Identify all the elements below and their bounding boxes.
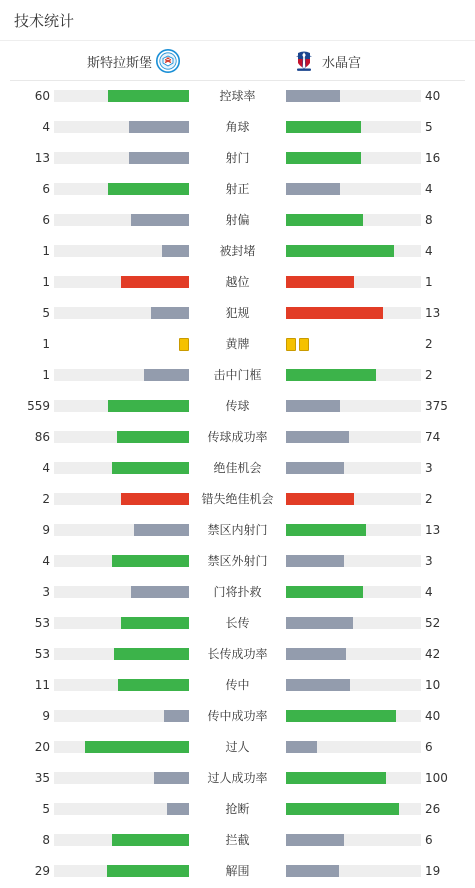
home-stat-bar (54, 524, 189, 536)
stat-label: 射偏 (225, 213, 250, 227)
stat-label: 传中 (225, 678, 250, 692)
home-stat-value: 4 (42, 120, 50, 134)
home-stat-bar (54, 555, 189, 567)
away-stat-bar (286, 493, 421, 505)
home-stat-bar-fill (85, 741, 189, 753)
home-team-name: 斯特拉斯堡 (86, 55, 152, 71)
away-stat-value: 40 (425, 709, 441, 723)
home-stat-bar-fill (131, 214, 189, 226)
header (0, 0, 475, 41)
home-stat-bar (54, 679, 189, 691)
away-stat-value: 26 (425, 802, 441, 816)
away-stat-bar (286, 865, 421, 877)
away-stat-bar (286, 307, 421, 319)
away-stat-value: 4 (425, 585, 433, 599)
home-stat-bar-fill (131, 586, 189, 598)
home-stat-value: 8 (42, 833, 50, 847)
crystal-palace-crest-icon (292, 49, 316, 73)
away-stat-value: 3 (425, 554, 433, 568)
stat-label: 控球率 (219, 89, 256, 103)
away-stat-bar-fill (286, 710, 396, 722)
home-stat-value: 5 (42, 306, 50, 320)
stat-row (0, 81, 475, 112)
away-stat-value: 2 (425, 368, 433, 382)
stat-row (0, 825, 475, 856)
home-stat-bar (54, 834, 189, 846)
home-stat-value: 2 (42, 492, 50, 506)
away-stat-value: 42 (425, 647, 441, 661)
away-stat-value: 40 (425, 89, 441, 103)
away-stat-bar (286, 245, 421, 257)
home-stat-bar (54, 710, 189, 722)
away-stat-value: 4 (425, 244, 433, 258)
away-stat-bar-fill (286, 462, 344, 474)
away-stat-bar (286, 741, 421, 753)
page-title: 技术统计 (14, 11, 75, 30)
stat-label: 角球 (225, 120, 250, 134)
stat-row (0, 329, 475, 360)
away-yellow-cards (286, 338, 309, 351)
away-stat-bar-fill (286, 121, 361, 133)
stat-label: 越位 (225, 275, 250, 289)
stat-label: 禁区外射门 (207, 554, 268, 568)
away-stat-bar (286, 462, 421, 474)
stat-label: 传球成功率 (207, 430, 268, 444)
away-stat-value: 2 (425, 492, 433, 506)
home-stat-bar (54, 462, 189, 474)
away-stat-value: 1 (425, 275, 433, 289)
home-stat-bar-fill (117, 431, 189, 443)
home-stat-value: 1 (42, 368, 50, 382)
away-stat-bar (286, 834, 421, 846)
home-stat-bar (54, 90, 189, 102)
away-stat-bar (286, 679, 421, 691)
home-stat-bar (54, 152, 189, 164)
stat-label: 传中成功率 (207, 709, 268, 723)
away-stat-bar-fill (286, 400, 340, 412)
home-stat-bar-fill (108, 90, 189, 102)
away-stat-bar-fill (286, 555, 344, 567)
home-stat-value: 13 (34, 151, 50, 165)
away-stat-value: 13 (425, 306, 441, 320)
home-stat-bar-fill (114, 648, 189, 660)
home-stat-bar (54, 183, 189, 195)
home-stat-bar-fill (121, 617, 189, 629)
teams-row (10, 41, 465, 81)
away-stat-bar-fill (286, 307, 383, 319)
yellow-card-icon (299, 338, 309, 351)
away-stat-bar-fill (286, 214, 363, 226)
away-stat-bar-fill (286, 741, 317, 753)
home-stat-bar-fill (129, 121, 189, 133)
home-stat-bar (54, 276, 189, 288)
home-stat-bar-fill (162, 245, 189, 257)
home-stat-value: 1 (42, 244, 50, 258)
away-team[interactable] (292, 41, 361, 81)
away-stat-bar-fill (286, 183, 340, 195)
away-stat-bar (286, 90, 421, 102)
away-stat-bar (286, 400, 421, 412)
home-stat-bar (54, 245, 189, 257)
stat-row (0, 701, 475, 732)
away-stat-bar-fill (286, 276, 354, 288)
away-stat-value: 100 (425, 771, 448, 785)
stat-row (0, 453, 475, 484)
away-stat-bar (286, 276, 421, 288)
stat-row (0, 639, 475, 670)
away-stat-bar-fill (286, 586, 363, 598)
away-stat-bar-fill (286, 431, 349, 443)
home-stat-bar-fill (134, 524, 189, 536)
home-stat-value: 5 (42, 802, 50, 816)
stat-label: 门将扑救 (213, 585, 262, 599)
away-stat-bar-fill (286, 493, 354, 505)
stat-label: 过人成功率 (207, 771, 268, 785)
away-stat-value: 375 (425, 399, 448, 413)
away-stat-bar-fill (286, 90, 340, 102)
yellow-card-icon (179, 338, 189, 351)
stat-label: 被封堵 (219, 244, 256, 258)
away-stat-bar (286, 648, 421, 660)
away-stat-value: 19 (425, 864, 441, 878)
home-stat-bar-fill (167, 803, 189, 815)
stat-row (0, 856, 475, 887)
away-stat-value: 2 (425, 337, 433, 351)
stat-label: 长传成功率 (207, 647, 268, 661)
away-stat-bar (286, 214, 421, 226)
home-stat-value: 35 (34, 771, 50, 785)
home-stat-bar-fill (118, 679, 189, 691)
home-stat-bar-fill (164, 710, 189, 722)
stat-row (0, 670, 475, 701)
away-stat-bar-fill (286, 617, 353, 629)
away-stat-bar-fill (286, 834, 344, 846)
home-stat-bar (54, 803, 189, 815)
stat-label: 禁区内射门 (207, 523, 268, 537)
yellow-card-icon (286, 338, 296, 351)
away-stat-value: 3 (425, 461, 433, 475)
home-stat-bar (54, 214, 189, 226)
home-stat-bar-fill (107, 865, 189, 877)
stat-label: 抢断 (225, 802, 250, 816)
stat-row (0, 794, 475, 825)
stat-row (0, 732, 475, 763)
away-stat-bar-fill (286, 772, 386, 784)
stat-label: 拦截 (225, 833, 250, 847)
home-stat-value: 9 (42, 523, 50, 537)
home-yellow-cards (179, 338, 189, 351)
home-stat-value: 9 (42, 709, 50, 723)
away-stat-bar (286, 586, 421, 598)
home-stat-bar (54, 772, 189, 784)
away-stat-bar (286, 617, 421, 629)
away-stat-bar-fill (286, 803, 399, 815)
home-stat-bar (54, 493, 189, 505)
home-stat-bar (54, 741, 189, 753)
away-stat-bar (286, 152, 421, 164)
stat-row (0, 546, 475, 577)
home-stat-bar (54, 865, 189, 877)
home-stat-value: 60 (34, 89, 50, 103)
home-stat-value: 6 (42, 213, 50, 227)
home-stat-bar-fill (154, 772, 189, 784)
away-stat-value: 13 (425, 523, 441, 537)
stat-row (0, 608, 475, 639)
home-stat-value: 53 (34, 616, 50, 630)
stat-row (0, 267, 475, 298)
away-stat-value: 4 (425, 182, 433, 196)
away-stat-bar (286, 772, 421, 784)
stat-label: 黄牌 (225, 337, 250, 351)
away-stat-bar (286, 803, 421, 815)
home-stat-bar-fill (108, 400, 189, 412)
home-stat-bar (54, 586, 189, 598)
away-stat-bar (286, 431, 421, 443)
stat-label: 绝佳机会 (213, 461, 262, 475)
home-stat-bar-fill (121, 276, 189, 288)
away-stat-bar (286, 369, 421, 381)
stat-label: 过人 (225, 740, 250, 754)
home-stat-value: 4 (42, 554, 50, 568)
stat-label: 射门 (225, 151, 250, 165)
home-stat-bar-fill (129, 152, 189, 164)
home-stat-bar-fill (112, 834, 189, 846)
home-stat-bar (54, 400, 189, 412)
stat-label: 解围 (225, 864, 250, 878)
stats-list (0, 81, 475, 887)
home-stat-value: 20 (34, 740, 50, 754)
away-stat-bar-fill (286, 369, 376, 381)
home-stat-bar-fill (112, 462, 189, 474)
away-stat-value: 10 (425, 678, 441, 692)
away-stat-value: 5 (425, 120, 433, 134)
home-stat-value: 11 (34, 678, 50, 692)
home-stat-bar-fill (144, 369, 189, 381)
home-stat-value: 29 (34, 864, 50, 878)
home-stat-value: 3 (42, 585, 50, 599)
strasbourg-crest-icon (156, 49, 180, 73)
home-stat-value: 6 (42, 182, 50, 196)
away-stat-bar-fill (286, 245, 394, 257)
home-stat-bar-fill (121, 493, 189, 505)
home-stat-value: 86 (34, 430, 50, 444)
away-team-name: 水晶宫 (322, 55, 362, 71)
away-stat-bar-fill (286, 679, 350, 691)
stat-row (0, 422, 475, 453)
home-stat-bar (54, 369, 189, 381)
away-stat-bar (286, 524, 421, 536)
home-stat-bar-fill (112, 555, 189, 567)
stat-row (0, 205, 475, 236)
home-stat-bar (54, 307, 189, 319)
stat-row (0, 763, 475, 794)
stat-row (0, 484, 475, 515)
home-team[interactable] (87, 41, 180, 81)
stat-label: 击中门框 (213, 368, 262, 382)
stat-row (0, 174, 475, 205)
home-stat-bar (54, 648, 189, 660)
home-stat-value: 53 (34, 647, 50, 661)
home-stat-value: 559 (27, 399, 50, 413)
away-stat-bar-fill (286, 152, 361, 164)
stat-label: 错失绝佳机会 (201, 492, 274, 506)
away-stat-bar (286, 555, 421, 567)
away-stat-value: 52 (425, 616, 441, 630)
home-stat-bar-fill (151, 307, 189, 319)
away-stat-bar (286, 121, 421, 133)
away-stat-bar (286, 710, 421, 722)
home-stat-value: 4 (42, 461, 50, 475)
stat-label: 射正 (225, 182, 250, 196)
home-stat-value: 1 (42, 337, 50, 351)
away-stat-value: 6 (425, 740, 433, 754)
stat-row (0, 577, 475, 608)
stat-row (0, 298, 475, 329)
stat-label: 犯规 (225, 306, 250, 320)
stat-label: 传球 (225, 399, 250, 413)
stat-row (0, 236, 475, 267)
home-stat-bar (54, 431, 189, 443)
home-stat-bar (54, 121, 189, 133)
stat-row (0, 143, 475, 174)
home-stat-bar-fill (108, 183, 189, 195)
stat-label: 长传 (225, 616, 250, 630)
away-stat-value: 8 (425, 213, 433, 227)
home-stat-value: 1 (42, 275, 50, 289)
stat-row (0, 112, 475, 143)
away-stat-value: 6 (425, 833, 433, 847)
away-stat-bar-fill (286, 648, 346, 660)
stat-row (0, 391, 475, 422)
home-stat-bar (54, 617, 189, 629)
away-stat-bar-fill (286, 865, 339, 877)
away-stat-value: 74 (425, 430, 441, 444)
away-stat-value: 16 (425, 151, 441, 165)
stat-row (0, 515, 475, 546)
away-stat-bar-fill (286, 524, 366, 536)
stat-row (0, 360, 475, 391)
away-stat-bar (286, 183, 421, 195)
